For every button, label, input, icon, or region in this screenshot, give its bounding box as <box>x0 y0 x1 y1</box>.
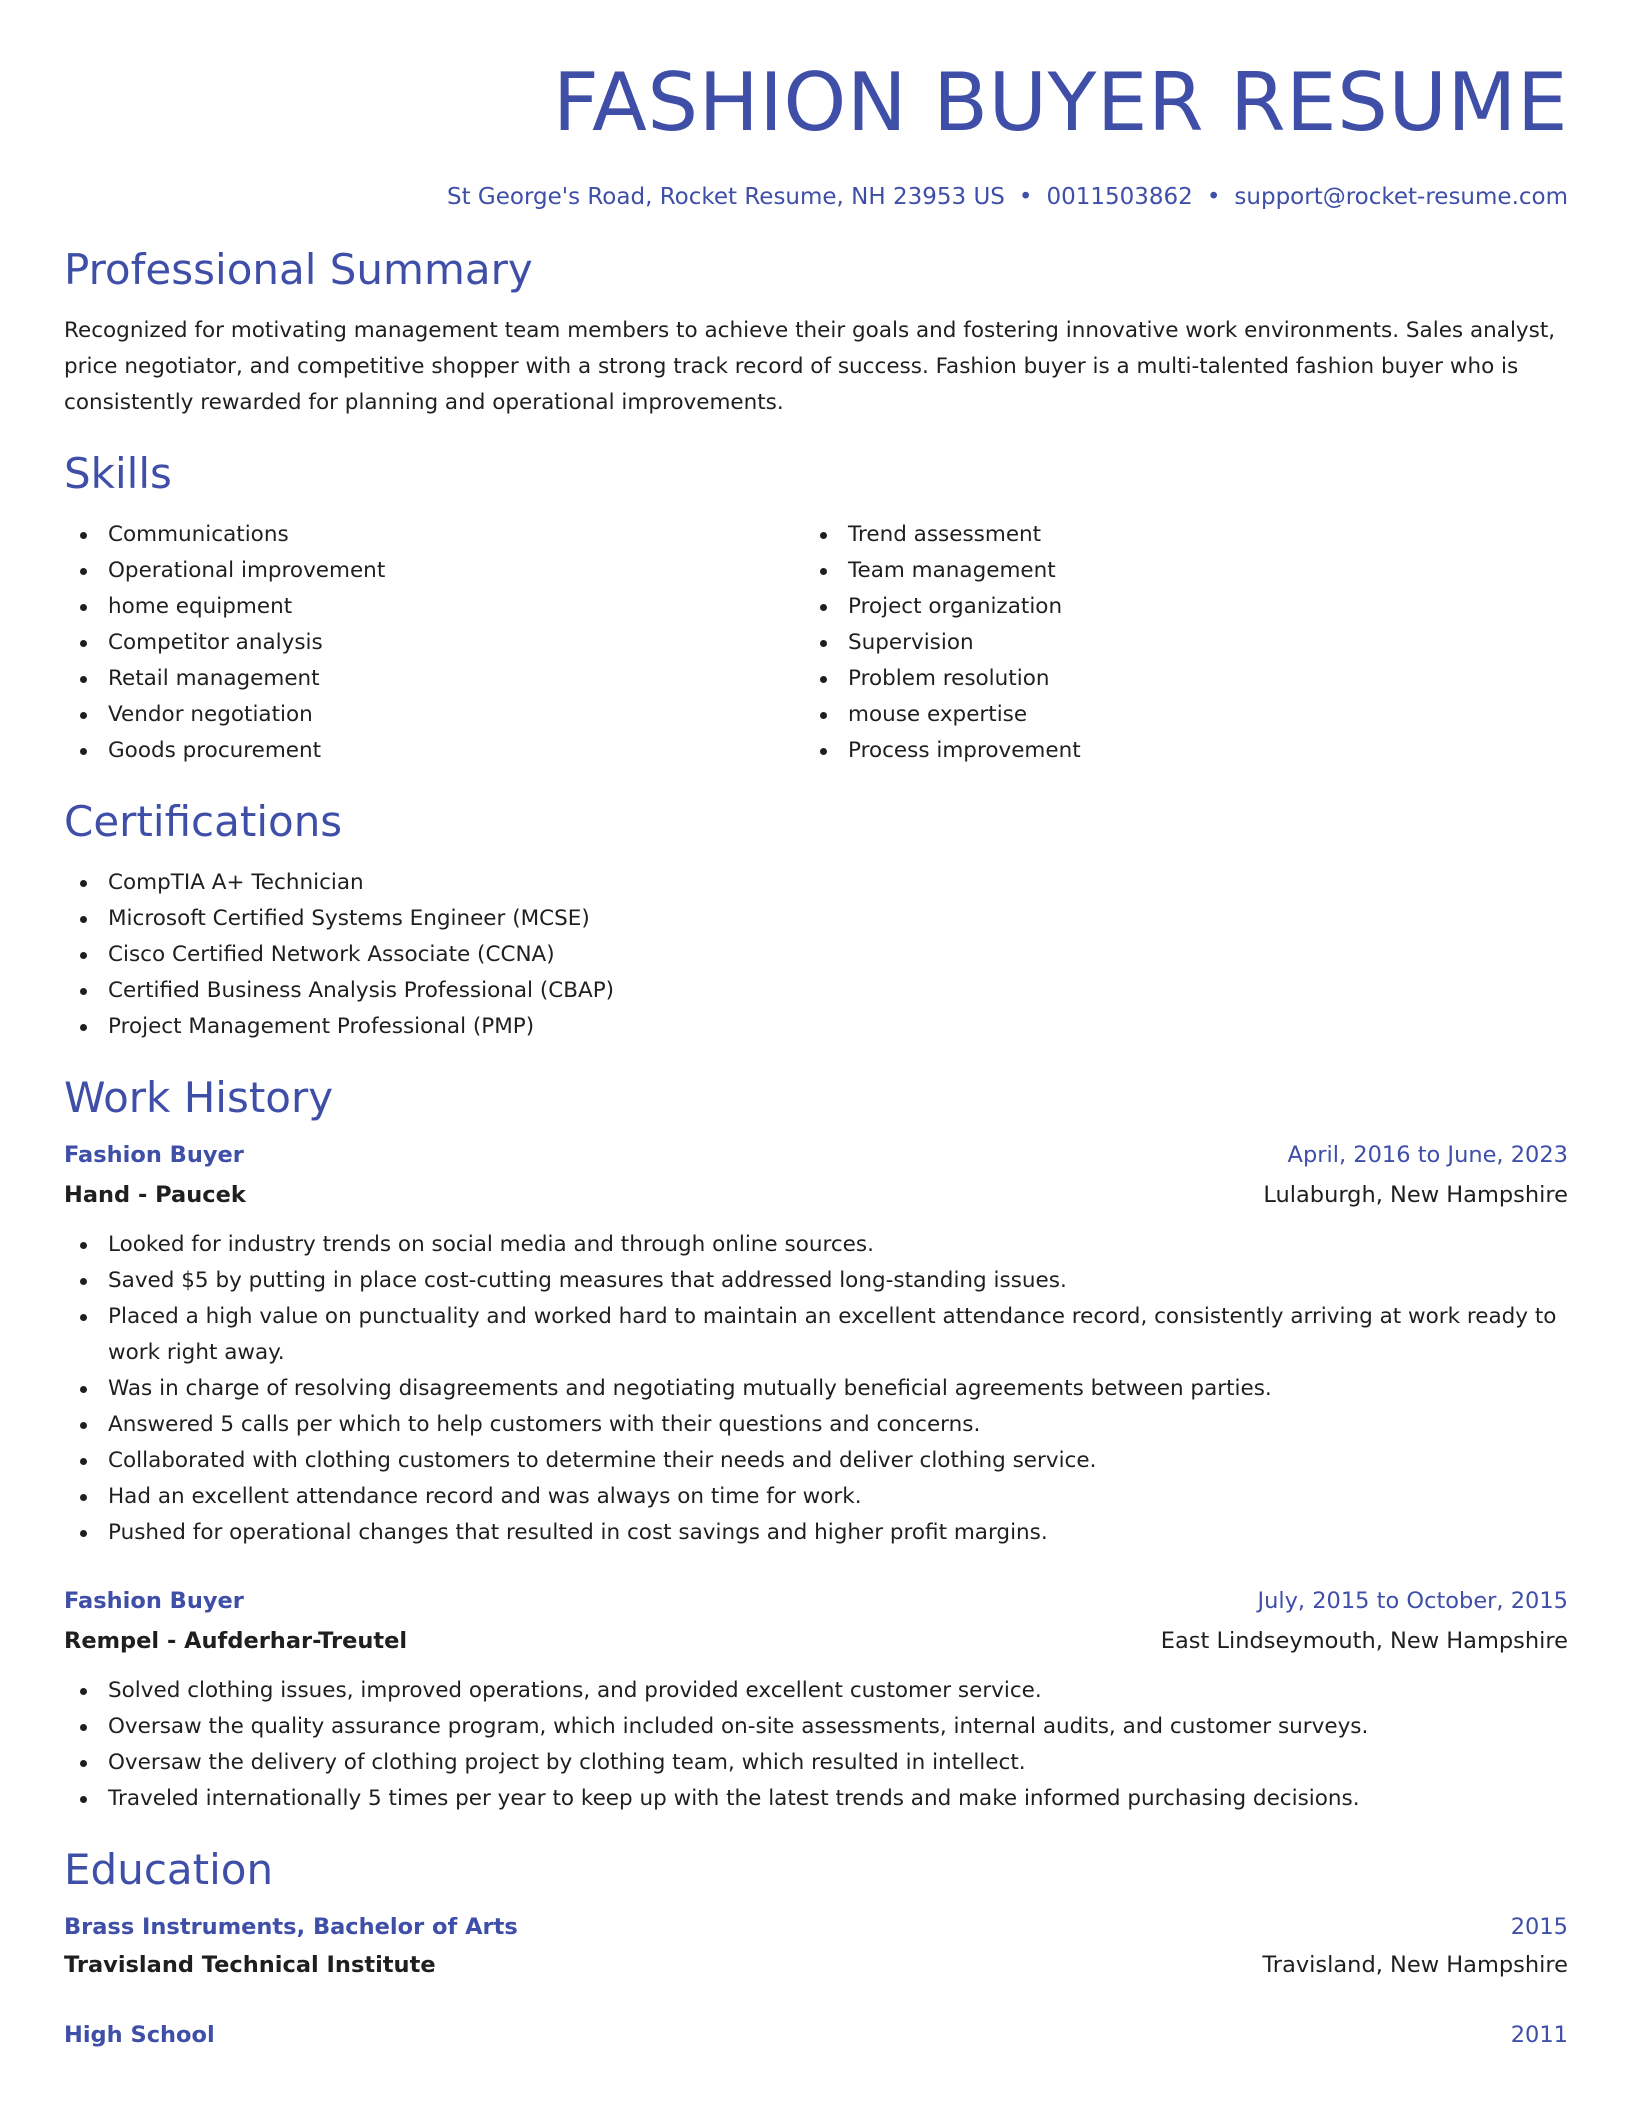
job-bullet: Answered 5 calls per which to help customers with their questions and concerns. <box>64 1407 1568 1443</box>
education-year: 2011 <box>1510 2022 1568 2048</box>
certification-item: Project Management Professional (PMP) <box>64 1009 1568 1045</box>
education-section <box>64 1845 1568 2053</box>
skills-list-right <box>804 517 1544 769</box>
job-location: Lulaburgh, New Hampshire <box>1263 1182 1568 1208</box>
certifications-list <box>64 865 1568 1045</box>
job-bullet: Solved clothing issues, improved operations, and provided excellent customer service. <box>64 1673 1568 1709</box>
skills-list-left <box>64 517 804 769</box>
skill-item: Project organization <box>804 589 1544 625</box>
contact-email[interactable]: support@rocket-resume.com <box>1234 184 1568 210</box>
education-location: Travisland, New Hampshire <box>1262 1952 1568 1978</box>
section-title-summary: Professional Summary <box>64 245 533 294</box>
skill-item: Problem resolution <box>804 661 1544 697</box>
resume-name: FASHION BUYER RESUME <box>552 56 1568 149</box>
job-bullet: Was in charge of resolving disagreements and negotiating mutually beneficial agreements between parties. <box>64 1371 1568 1407</box>
skills-section <box>64 449 1568 769</box>
skills-column-right <box>804 517 1544 769</box>
skills-columns <box>64 517 1568 769</box>
job-dates: April, 2016 to June, 2023 <box>1287 1142 1568 1168</box>
job-header-row <box>64 1583 1568 1619</box>
education-school: Travisland Technical Institute <box>64 1952 436 1978</box>
job-company: Rempel - Aufderhar-Treutel <box>64 1628 408 1654</box>
education-entry <box>64 2017 1568 2053</box>
skill-item: Vendor negotiation <box>64 697 804 733</box>
summary-text: Recognized for motivating management team members to achieve their goals and fostering innovative work environments. Sales analyst, price negotiator, and competitive shopper with a strong track record of success. Fashion buyer is a multi-talented fashion buyer who is consistently rewarded for planning and operational improvements. <box>64 318 1556 415</box>
certification-item: Microsoft Certified Systems Engineer (MCSE) <box>64 901 1568 937</box>
section-title-skills: Skills <box>64 449 172 498</box>
job-company-row <box>64 1623 1568 1659</box>
education-degree: High School <box>64 2022 215 2048</box>
job-location: East Lindseymouth, New Hampshire <box>1160 1628 1568 1654</box>
section-title-education: Education <box>64 1845 274 1894</box>
job-bullet: Placed a high value on punctuality and worked hard to maintain an excellent attendance record, consistently arriving at work ready to work right away. <box>64 1299 1568 1371</box>
education-entry <box>64 1909 1568 1983</box>
education-degree: Brass Instruments, Bachelor of Arts <box>64 1914 518 1940</box>
summary-section <box>64 245 1568 421</box>
contact-phone: 0011503862 <box>1046 184 1193 210</box>
job-bullets <box>64 1673 1568 1817</box>
job-title: Fashion Buyer <box>64 1142 244 1168</box>
education-year: 2015 <box>1510 1914 1568 1940</box>
contact-separator: • <box>1206 184 1221 210</box>
job-bullet: Oversaw the delivery of clothing project by clothing team, which resulted in intellect. <box>64 1745 1568 1781</box>
contact-line <box>64 182 1568 212</box>
skill-item: Communications <box>64 517 804 553</box>
job-bullet: Had an excellent attendance record and was always on time for work. <box>64 1479 1568 1515</box>
skill-item: Goods procurement <box>64 733 804 769</box>
certification-item: Certified Business Analysis Professional (CBAP) <box>64 973 1568 1009</box>
skill-item: home equipment <box>64 589 804 625</box>
skill-item: Competitor analysis <box>64 625 804 661</box>
job-bullet: Pushed for operational changes that resulted in cost savings and higher profit margins. <box>64 1515 1568 1551</box>
skill-item: mouse expertise <box>804 697 1544 733</box>
job-bullet: Saved $5 by putting in place cost-cutting measures that addressed long-standing issues. <box>64 1263 1568 1299</box>
job-company: Hand - Paucek <box>64 1182 246 1208</box>
certification-item: CompTIA A+ Technician <box>64 865 1568 901</box>
contact-address: St George's Road, Rocket Resume, NH 23953 US <box>446 184 1005 210</box>
section-title-work-history: Work History <box>64 1073 334 1122</box>
job-entry <box>64 1137 1568 1551</box>
job-entry <box>64 1583 1568 1817</box>
contact-separator: • <box>1018 184 1033 210</box>
job-bullets <box>64 1227 1568 1551</box>
skills-column-left <box>64 517 804 769</box>
education-header-row <box>64 2017 1568 2053</box>
skill-item: Trend assessment <box>804 517 1544 553</box>
skill-item: Supervision <box>804 625 1544 661</box>
job-company-row <box>64 1177 1568 1213</box>
job-bullet: Collaborated with clothing customers to determine their needs and deliver clothing service. <box>64 1443 1568 1479</box>
skill-item: Operational improvement <box>64 553 804 589</box>
education-school-row <box>64 1947 1568 1983</box>
certifications-section <box>64 797 1568 1045</box>
job-dates: July, 2015 to October, 2015 <box>1257 1588 1568 1614</box>
certification-item: Cisco Certified Network Associate (CCNA) <box>64 937 1568 973</box>
job-title: Fashion Buyer <box>64 1588 244 1614</box>
job-bullet: Traveled internationally 5 times per year to keep up with the latest trends and make informed purchasing decisions. <box>64 1781 1568 1817</box>
job-bullet: Looked for industry trends on social media and through online sources. <box>64 1227 1568 1263</box>
skill-item: Retail management <box>64 661 804 697</box>
skill-item: Team management <box>804 553 1544 589</box>
skill-item: Process improvement <box>804 733 1544 769</box>
work-history-section <box>64 1073 1568 1817</box>
section-title-certifications: Certifications <box>64 797 343 846</box>
education-header-row <box>64 1909 1568 1945</box>
job-header-row <box>64 1137 1568 1173</box>
job-bullet: Oversaw the quality assurance program, which included on-site assessments, internal audits, and customer surveys. <box>64 1709 1568 1745</box>
